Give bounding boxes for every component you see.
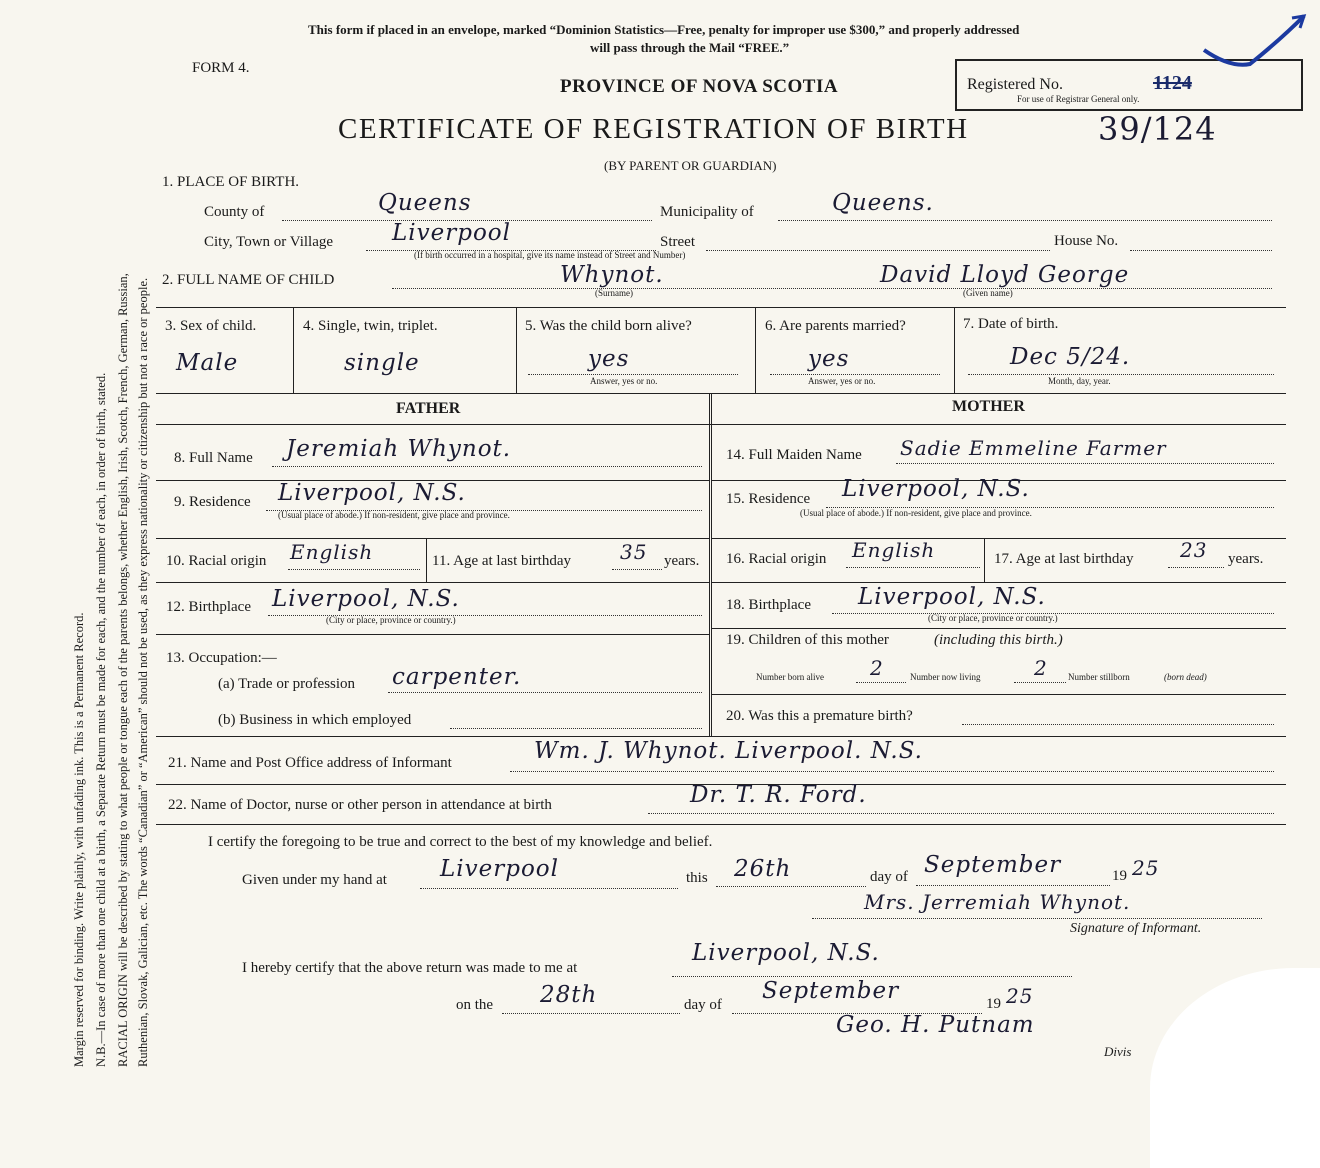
given-year-value: 25 [1132, 856, 1160, 880]
county-label: County of [204, 204, 265, 220]
father-residence-note: (Usual place of abode.) If non-resident, give place and province. [278, 510, 510, 520]
given-under-hand-label: Given under my hand at [242, 872, 387, 888]
date-of-birth-value: Dec 5/24. [1010, 344, 1131, 370]
now-living-value: 2 [1034, 656, 1048, 680]
born-alive-value: yes [588, 346, 630, 372]
torn-corner [1150, 968, 1320, 1168]
premature-label: 20. Was this a premature birth? [726, 708, 913, 724]
date-of-birth-note: Month, day, year. [1048, 376, 1111, 386]
registrar-month-value: September [762, 978, 900, 1004]
form-number: FORM 4. [192, 60, 250, 76]
doctor-label: 22. Name of Doctor, nurse or other person in attendance at birth [168, 797, 552, 813]
mother-residence-note: (Usual place of abode.) If non-resident, give place and province. [800, 508, 1032, 518]
registrar-signature: Geo. H. Putnam [836, 1012, 1035, 1038]
house-number-label: House No. [1054, 233, 1119, 249]
occupation-label: 13. Occupation:— [166, 650, 277, 666]
born-alive-label: 5. Was the child born alive? [525, 318, 692, 334]
child-given-name: David Lloyd George [880, 262, 1130, 288]
mother-age-label: 17. Age at last birthday [994, 551, 1134, 567]
father-age-label: 11. Age at last birthday [432, 553, 571, 569]
father-heading: FATHER [396, 400, 461, 417]
given-name-note: (Given name) [963, 288, 1013, 298]
mother-age-unit: years. [1228, 551, 1264, 567]
registrar-year-value: 25 [1006, 984, 1034, 1008]
province-title: PROVINCE OF NOVA SCOTIA [560, 76, 839, 97]
given-year-prefix: 19 [1112, 868, 1127, 884]
page-subtitle: (BY PARENT OR GUARDIAN) [604, 158, 777, 173]
place-section-label: 1. PLACE OF BIRTH. [162, 174, 300, 190]
now-living-label: Number now living [910, 672, 981, 682]
informant-signature-caption: Signature of Informant. [1070, 921, 1202, 936]
street-label: Street [660, 234, 695, 250]
checkmark-icon [1200, 10, 1310, 80]
parents-married-note: Answer, yes or no. [808, 376, 876, 386]
mother-birthplace-value: Liverpool, N.S. [858, 584, 1046, 610]
municipality-value: Queens. [832, 190, 934, 216]
children-note: (including this birth.) [934, 632, 1063, 648]
father-birthplace-label: 12. Birthplace [166, 599, 251, 615]
registrar-place-value: Liverpool, N.S. [692, 940, 880, 966]
born-alive-note: Answer, yes or no. [590, 376, 658, 386]
mail-notice: This form if placed in an envelope, marked “Dominion Statistics—Free, penalty for improper use $300,” and properly addressed [308, 22, 1020, 37]
father-racial-value: English [290, 540, 374, 564]
mother-name-value: Sadie Emmeline Farmer [900, 436, 1167, 460]
mother-racial-value: English [852, 538, 936, 562]
father-residence-label: 9. Residence [174, 494, 251, 510]
city-value: Liverpool [392, 220, 512, 246]
born-alive-count-value: 2 [870, 656, 884, 680]
given-month-value: September [924, 852, 1062, 878]
parents-married-value: yes [808, 346, 850, 372]
registrar-day-value: 28th [540, 982, 598, 1008]
margin-note-multiple-births: N.B.—In case of more than one child at a birth, a Separate Return must be made for each, and the number of each, in order of birth, stated. [94, 372, 108, 1067]
mother-racial-label: 16. Racial origin [726, 551, 827, 567]
registered-value: 1124 [1153, 72, 1192, 94]
father-birthplace-note: (City or place, province or country.) [326, 615, 456, 625]
sex-value: Male [176, 350, 239, 376]
father-age-unit: years. [664, 553, 700, 569]
county-value: Queens [378, 190, 472, 216]
registrar-note: For use of Registrar General only. [1017, 94, 1140, 104]
informant-label: 21. Name and Post Office address of Informant [168, 755, 452, 771]
given-day-value: 26th [734, 856, 792, 882]
father-residence-value: Liverpool, N.S. [278, 480, 466, 506]
registrar-day-of-label: day of [684, 997, 722, 1013]
margin-note-binding: Margin reserved for binding. Write plainly, with unfading ink. This is a Permanent Record. [72, 612, 86, 1067]
registrar-year-prefix: 19 [986, 996, 1001, 1012]
trade-value: carpenter. [392, 664, 522, 690]
business-label: (b) Business in which employed [218, 712, 412, 728]
parents-married-label: 6. Are parents married? [765, 318, 906, 334]
father-racial-label: 10. Racial origin [166, 553, 267, 569]
hospital-note: (If birth occurred in a hospital, give its name instead of Street and Number) [414, 250, 686, 260]
child-name-label: 2. FULL NAME OF CHILD [162, 272, 335, 288]
margin-notes [0, 0, 160, 1107]
mother-birthplace-note: (City or place, province or country.) [928, 613, 1058, 623]
page-title: CERTIFICATE OF REGISTRATION OF BIRTH [338, 113, 969, 145]
father-name-label: 8. Full Name [174, 450, 253, 466]
mail-notice-free: will pass through the Mail “FREE.” [590, 40, 790, 55]
mother-heading: MOTHER [952, 398, 1025, 415]
plurality-label: 4. Single, twin, triplet. [303, 318, 438, 334]
informant-value: Wm. J. Whynot. Liverpool. N.S. [534, 738, 923, 764]
doctor-value: Dr. T. R. Ford. [690, 782, 867, 808]
stillborn-label: Number stillborn [1068, 672, 1130, 682]
sex-label: 3. Sex of child. [165, 318, 257, 334]
children-label: 19. Children of this mother [726, 632, 889, 648]
given-place-value: Liverpool [440, 856, 560, 882]
mother-residence-label: 15. Residence [726, 491, 811, 507]
this-label: this [686, 870, 708, 886]
municipality-label: Municipality of [660, 204, 754, 220]
registrar-caption: Divis [1104, 1044, 1132, 1059]
margin-note-racial-origin: RACIAL ORIGIN will be described by stating to what people or tongue each of the parents belongs, whether English, Irish, Scotch, French, German, Russian, [116, 273, 130, 1067]
registrar-statement: I hereby certify that the above return was made to me at [242, 960, 578, 976]
father-name-value: Jeremiah Whynot. [286, 436, 512, 462]
child-surname: Whynot. [560, 262, 664, 288]
city-label: City, Town or Village [204, 234, 334, 250]
born-alive-count-label: Number born alive [756, 672, 824, 682]
mother-birthplace-label: 18. Birthplace [726, 597, 811, 613]
margin-note-racial-origin-cont: Ruthenian, Slovak, Galician, etc. The words “Canadian” or “American” should not be used, as they express nationality or citizenship but not a race or people. [136, 277, 150, 1067]
stillborn-note: (born dead) [1164, 672, 1207, 682]
day-of-label: day of [870, 869, 908, 885]
on-the-label: on the [456, 997, 494, 1013]
mother-name-label: 14. Full Maiden Name [726, 447, 862, 463]
father-birthplace-value: Liverpool, N.S. [272, 586, 460, 612]
mother-age-value: 23 [1180, 538, 1208, 562]
mother-residence-value: Liverpool, N.S. [842, 476, 1030, 502]
certify-statement: I certify the foregoing to be true and correct to the best of my knowledge and belief. [208, 834, 713, 850]
handwritten-reg-number: 39/124 [1098, 110, 1217, 148]
registered-label: Registered No. [967, 76, 1063, 93]
plurality-value: single [344, 350, 420, 376]
informant-signature: Mrs. Jerremiah Whynot. [864, 890, 1131, 914]
father-age-value: 35 [620, 540, 648, 564]
trade-label: (a) Trade or profession [218, 676, 356, 692]
surname-note: (Surname) [595, 288, 633, 298]
date-of-birth-label: 7. Date of birth. [963, 316, 1059, 332]
